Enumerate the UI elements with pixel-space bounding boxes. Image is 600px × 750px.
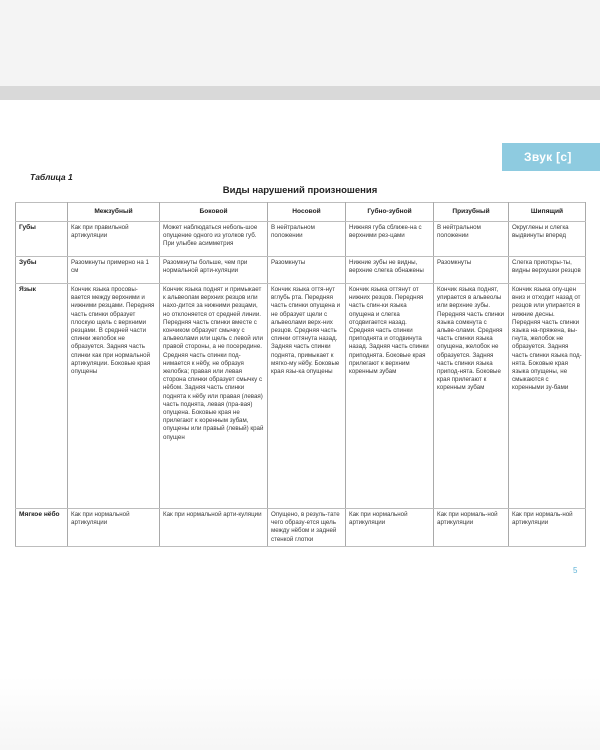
- table-cell: Разомкнуты: [434, 257, 509, 284]
- table-cell: Кончик языка оттянут от нижних резцов. Передняя часть спин-ки языка опущена и слегка отодвигается назад. Средняя часть спинки приподнята и отодвинута назад. Задняя часть спинки приподнята. Боковые края прилегают к верхним коренным зубам: [346, 284, 434, 509]
- table-row-lips: [16, 222, 586, 257]
- row-label: Губы: [16, 222, 68, 257]
- table-cell: Кончик языка опу-щен вниз и отходит назад от резцов или упирается в нижние десны. Передняя часть спинки языка на-пряжена, вы-гнута, желобок не образуется. Задняя часть спинки языка под-нята. Боковые края языка опущены, не смыкаются с коренными зу-бами: [509, 284, 586, 509]
- table-cell: В нейтральном положении: [434, 222, 509, 257]
- header-cell-labiodental: Губно-зубной: [346, 203, 434, 222]
- table-cell: Кончик языка поднят и примыкает к альвеолам верхних резцов или нахо-дится за нижними резцами, но отклоняется от средней линии. Передняя часть спинки вместе с кончиком образует смычку с альвеолами или щель с левой или правой стороны, а не посередине. Средняя часть спинки под-нимается к нёбу, не образуя желобка; правая или левая сторона спинки образует смычку с нёбом. Задняя часть спинки поднята к нёбу или правая (левая) часть поднята, левая (пра-вая) опущена. Боковые края не прилегают к коренным зубам, опущены или правый (левый) край опущен: [160, 284, 268, 509]
- table-cell: Как при нормальной артикуляции: [68, 509, 160, 547]
- disorders-table: [15, 202, 586, 547]
- bottom-background: [0, 676, 600, 750]
- table-title: Виды нарушений произношения: [222, 185, 378, 196]
- table-cell: Опущено, в резуль-тате чего образу-ется щель между нёбом и задней стенкой глотки: [268, 509, 346, 547]
- table-cell: Как при нормальной артикуляции: [346, 509, 434, 547]
- table-cell: В нейтральном положении: [268, 222, 346, 257]
- page-number: 5: [573, 566, 578, 575]
- table-cell: Округлены и слегка выдвинуты вперед: [509, 222, 586, 257]
- table-row-tongue: [16, 284, 586, 509]
- table-cell: Кончик языка оття-нут вглубь рта. Передняя часть спинки опущена и не образует щели с альвеолами верх-них резцов. Средняя часть спинки оттянута назад. Задняя часть спинки поднята, примыкает к мягко-му нёбу. Боковые края язы-ка опущены: [268, 284, 346, 509]
- table-cell: Разомкнуты: [268, 257, 346, 284]
- table-caption: Таблица 1: [30, 172, 73, 182]
- header-cell-addental: Призубный: [434, 203, 509, 222]
- table-cell: Кончик языка просовы-вается между верхними и нижними резцами. Передняя часть спинки образует плоскую щель с верхними резцами. В средней части спинки желобок не образуется. Задняя часть спинки как при нормальной артикуляции. Боковые края опущены: [68, 284, 160, 509]
- header-cell-interdental: Межзубный: [68, 203, 160, 222]
- table-cell: Как при нормаль-ной артикуляции: [509, 509, 586, 547]
- table-cell: Как при нормальной арти-куляции: [160, 509, 268, 547]
- table-cell: Разомкнуты больше, чем при нормальной арти-куляции: [160, 257, 268, 284]
- table-cell: Нижние зубы не видны, верхние слегка обнажены: [346, 257, 434, 284]
- row-label: Язык: [16, 284, 68, 509]
- table-cell: Разомкнуты примерно на 1 см: [68, 257, 160, 284]
- top-page-edge: [0, 0, 600, 86]
- table-cell: Слегка приоткры-ты, видны верхушки резцов: [509, 257, 586, 284]
- table-cell: Кончик языка поднят, упирается в альвеолы или верхние зубы. Передняя часть спинки языка сомкнута с альве-олами. Средняя часть спинки языка опущена, желобок не образуется. Задняя часть спинки языка припод-нята. Боковые края прилегают к коренным зубам: [434, 284, 509, 509]
- table-row-soft-palate: [16, 509, 586, 547]
- table-cell: Нижняя губа сближе-на с верхними рез-цами: [346, 222, 434, 257]
- row-label: Мягкое нёбо: [16, 509, 68, 547]
- header-cell-nasal: Носовой: [268, 203, 346, 222]
- table-cell: Как при правильной артикуляции: [68, 222, 160, 257]
- table-cell: Как при нормаль-ной артикуляции: [434, 509, 509, 547]
- table-cell: Может наблюдаться неболь-шое опущение одного из уголков губ. При улыбке асимметрия: [160, 222, 268, 257]
- row-label: Зубы: [16, 257, 68, 284]
- table-header-row: [16, 203, 586, 222]
- header-cell-hissing: Шипящий: [509, 203, 586, 222]
- sound-tab: Звук [с]: [502, 143, 600, 171]
- header-cell-lateral: Боковой: [160, 203, 268, 222]
- table-row-teeth: [16, 257, 586, 284]
- header-cell-empty: [16, 203, 68, 222]
